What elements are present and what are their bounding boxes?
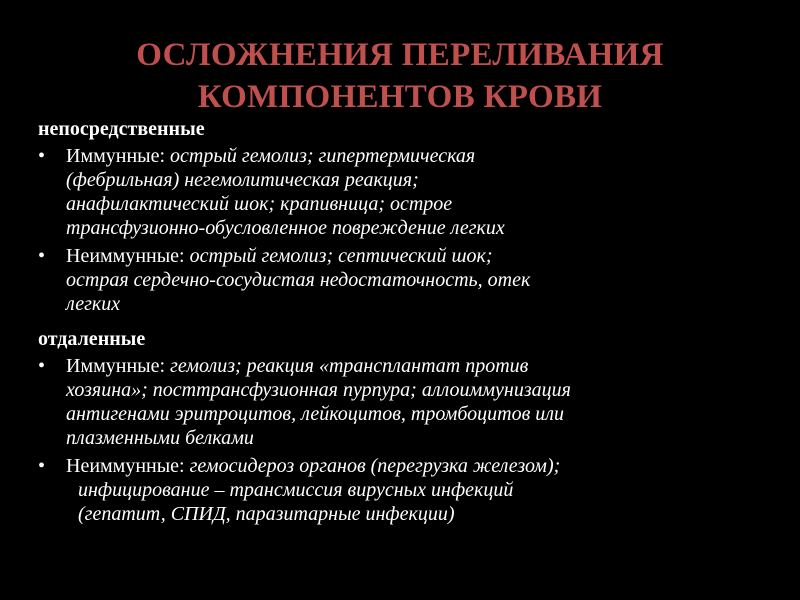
section-header-immediate: непосредственные bbox=[38, 118, 205, 140]
item-text-line: антигенами эритроцитов, лейкоцитов, тромбоцитов или bbox=[66, 403, 565, 425]
section-header-delayed: отдаленные bbox=[38, 328, 146, 350]
bullet-icon: • bbox=[38, 355, 46, 377]
item-text-line: инфицирование – трансмиссия вирусных инфекций bbox=[78, 479, 514, 501]
item-text-line: (гепатит, СПИД, паразитарные инфекции) bbox=[78, 503, 455, 525]
list-item-delayed-nonimmune bbox=[38, 454, 768, 526]
item-text-line: анафилактический шок; крапивница; острое bbox=[66, 193, 453, 215]
list-item-immediate-nonimmune bbox=[38, 244, 768, 316]
title-line-1: ОСЛОЖНЕНИЯ ПЕРЕЛИВАНИЯ bbox=[136, 37, 664, 73]
item-text-line: плазменными белками bbox=[66, 427, 254, 449]
item-label: Иммунные: bbox=[66, 355, 171, 377]
item-text-line: острый гемолиз; гипертермическая bbox=[170, 145, 476, 167]
item-text-line: (фебрильная) негемолитическая реакция; bbox=[66, 169, 419, 191]
slide-content bbox=[38, 116, 768, 530]
list-item-immediate-immune bbox=[38, 144, 768, 240]
title-line-2: КОМПОНЕНТОВ КРОВИ bbox=[197, 79, 603, 115]
item-text-line: легких bbox=[66, 293, 121, 315]
item-text-line: острая сердечно-сосудистая недостаточность, отек bbox=[66, 269, 531, 291]
item-text-line: трансфузионно-обусловленное повреждение легких bbox=[66, 217, 505, 239]
item-label: Иммунные: bbox=[66, 145, 171, 167]
bullet-icon: • bbox=[38, 455, 46, 477]
bullet-icon: • bbox=[38, 145, 46, 167]
bullet-icon: • bbox=[38, 245, 46, 267]
list-item-delayed-immune bbox=[38, 354, 768, 450]
item-label: Неиммунные: bbox=[66, 245, 190, 267]
slide-title bbox=[40, 34, 760, 118]
item-text-line: гемолиз; реакция «трансплантат против bbox=[170, 355, 529, 377]
item-text-line: хозяина»; посттрансфузионная пурпура; аллоиммунизация bbox=[66, 379, 571, 401]
item-text-line: острый гемолиз; септический шок; bbox=[189, 245, 493, 267]
item-text-line: гемосидероз органов (перегрузка железом); bbox=[189, 455, 561, 477]
item-label: Неиммунные: bbox=[66, 455, 190, 477]
